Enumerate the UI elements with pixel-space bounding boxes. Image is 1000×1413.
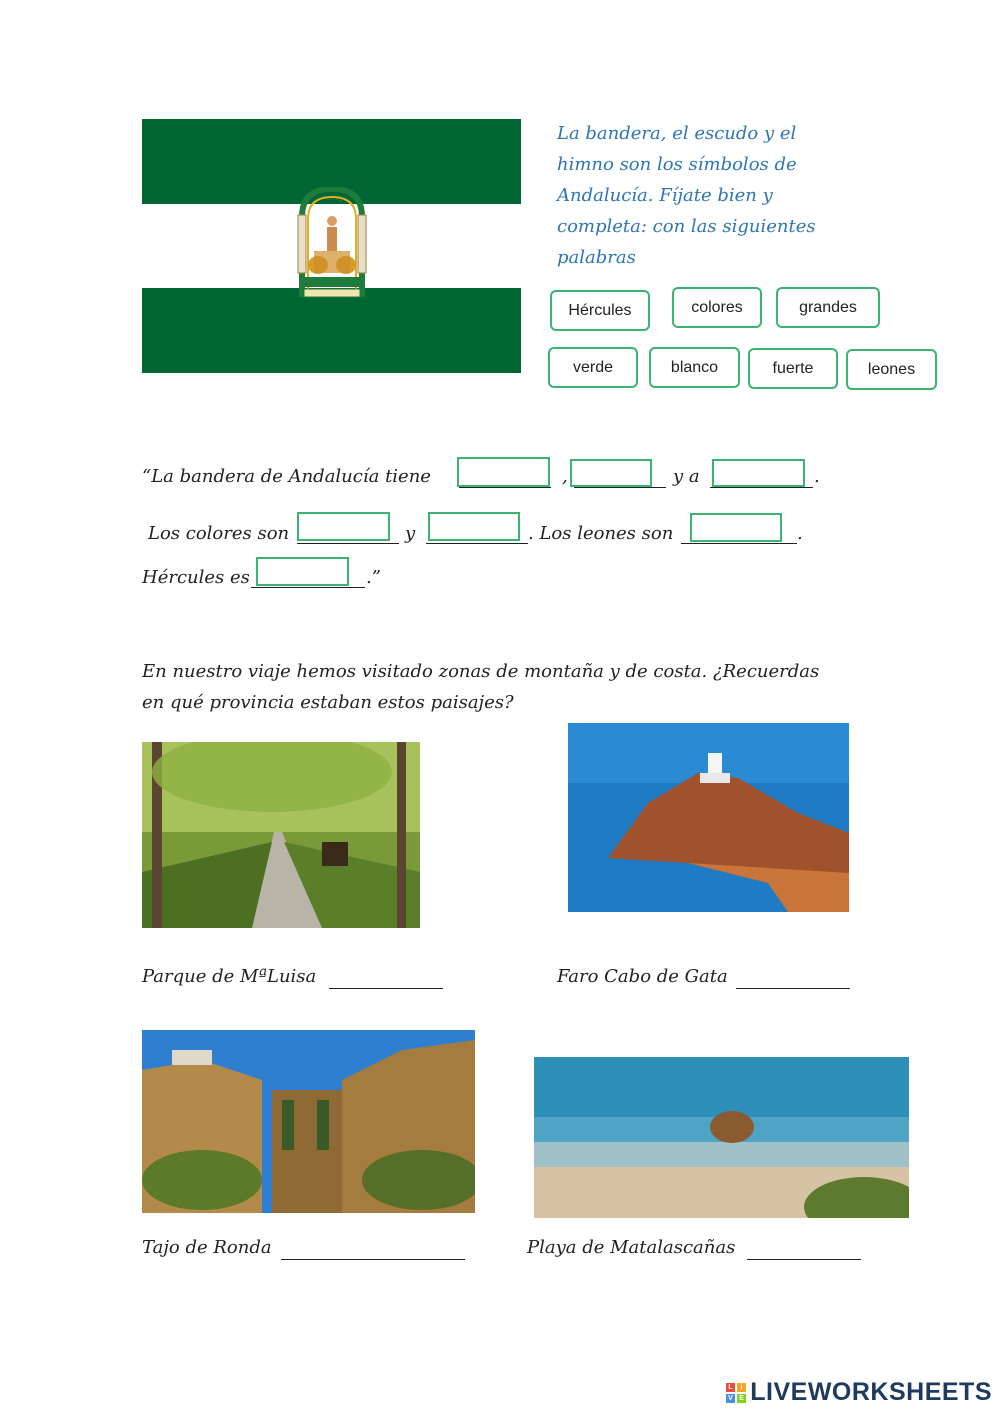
sentence-line2-y: y [405, 523, 416, 544]
caption-playa: Playa de Matalascañas [527, 1237, 736, 1258]
liveworksheets-logo-icon: L i V E [728, 1383, 745, 1402]
andalucia-coat-of-arms-icon [294, 187, 370, 305]
answer-box-6[interactable] [690, 513, 782, 542]
sentence-line2-end: . [797, 523, 803, 544]
answer-box-7[interactable] [256, 557, 349, 586]
blank-line [574, 487, 666, 488]
word-chip-hercules[interactable]: Hércules [550, 290, 650, 331]
word-chip-verde[interactable]: verde [548, 347, 638, 388]
liveworksheets-logo [726, 1378, 992, 1407]
word-chip-leones[interactable]: leones [846, 349, 937, 390]
word-chip-colores[interactable]: colores [672, 287, 762, 328]
answer-line-playa[interactable] [747, 1259, 861, 1260]
instruction-text: La bandera, el escudo y el himno son los símbolos de Andalucía. Fíjate bien y completa: con las siguientes palabras [557, 123, 816, 268]
caption-tajo: Tajo de Ronda [142, 1237, 272, 1258]
playa-matalascanas-photo [534, 1057, 909, 1218]
sentence-line1-end: . [814, 466, 820, 487]
word-chip-fuerte[interactable]: fuerte [748, 348, 838, 389]
question-line1: En nuestro viaje hemos visitado zonas de montaña y de costa. ¿Recuerdas [142, 661, 820, 682]
sentence-line2-mid: . Los leones son [528, 523, 674, 544]
answer-box-1[interactable] [457, 457, 550, 487]
sentence-line1-y-a: y a [673, 466, 700, 487]
blank-line [459, 487, 551, 488]
sentence-line2-start: Los colores son [148, 523, 290, 544]
tajo-de-ronda-photo [142, 1030, 475, 1213]
answer-line-tajo[interactable] [281, 1259, 465, 1260]
question-line2: en qué provincia estaban estos paisajes? [142, 692, 514, 713]
blank-line [710, 487, 813, 488]
sentence-line3-start: Hércules es [142, 567, 250, 588]
answer-box-4[interactable] [297, 512, 390, 541]
answer-line-parque[interactable] [329, 988, 443, 989]
faro-cabo-de-gata-photo [568, 723, 849, 912]
andalucia-flag-image [142, 119, 521, 373]
answer-line-faro[interactable] [736, 988, 850, 989]
blank-line [297, 543, 399, 544]
blank-line [251, 587, 365, 588]
sentence-line3-end: .” [366, 567, 381, 588]
liveworksheets-logo-text: LIVEWORKSHEETS [750, 1378, 992, 1406]
word-chip-blanco[interactable]: blanco [649, 347, 740, 388]
sentence-line1-comma: , [562, 466, 568, 487]
blank-line [426, 543, 528, 544]
caption-faro: Faro Cabo de Gata [557, 966, 728, 987]
parque-maria-luisa-photo [142, 742, 420, 928]
word-chip-grandes[interactable]: grandes [776, 287, 880, 328]
answer-box-2[interactable] [570, 459, 652, 487]
caption-parque: Parque de MªLuisa [142, 966, 317, 987]
blank-line [681, 543, 797, 544]
answer-box-5[interactable] [428, 512, 520, 541]
answer-box-3[interactable] [712, 459, 805, 487]
sentence-line1-start: “La bandera de Andalucía tiene [142, 466, 431, 487]
